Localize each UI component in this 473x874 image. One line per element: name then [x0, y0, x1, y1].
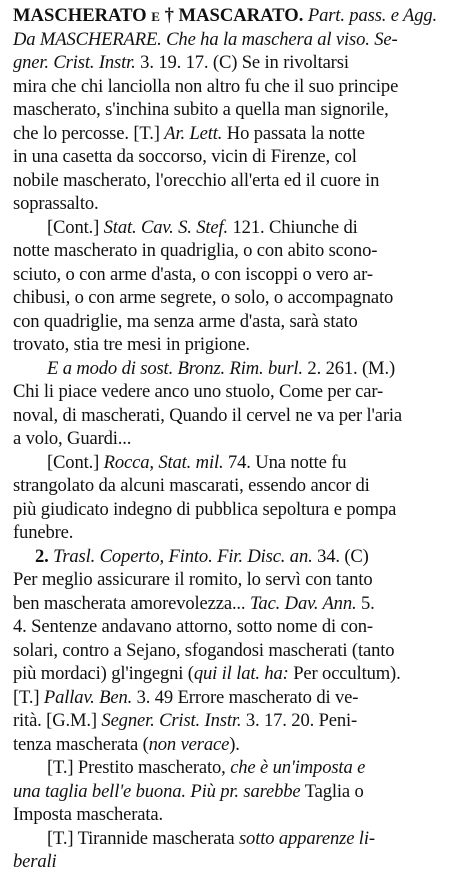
italic-run: Ar. Lett.	[164, 122, 223, 144]
text-line	[13, 286, 463, 310]
text-line	[13, 451, 463, 475]
text-line	[13, 310, 463, 334]
text-run: chibusi, o con arme segrete, o solo, o accompagnato	[13, 287, 394, 308]
text-run: ).	[229, 733, 240, 755]
text-run: [Cont.]	[47, 216, 104, 238]
text-run: Ho passata la notte	[222, 122, 365, 144]
text-line	[13, 545, 463, 569]
text-run: Per occultum).	[288, 663, 401, 684]
text-line	[13, 803, 463, 827]
text-line	[13, 216, 463, 240]
text-run: 4. Sentenze andavano attorno, sotto nome di con-	[13, 616, 373, 637]
text-line	[13, 28, 463, 52]
text-run: mira che chi lanciolla non altro fu che il suo principe	[13, 75, 399, 97]
text-run: a volo, Guardi...	[13, 428, 132, 449]
text-run: 121. Chiunche di	[228, 216, 358, 238]
text-line	[13, 780, 463, 804]
text-run: che lo percosse. [T.]	[13, 122, 165, 144]
text-line	[13, 4, 463, 28]
text-run: tenza mascherata (	[13, 733, 149, 755]
text-line	[13, 98, 463, 122]
italic-run: gner. Crist. Instr.	[13, 52, 136, 73]
text-run: 34. (C)	[312, 545, 369, 567]
text-line	[13, 686, 463, 710]
text-run: 3. 19. 17. (C) Se in rivoltarsi	[135, 52, 349, 73]
text-run: 3. 49 Errore mascherato di ve-	[132, 686, 359, 708]
text-run: Chi li piace vedere anco uno stuolo, Come per car-	[13, 381, 384, 402]
text-run: soprassalto.	[13, 193, 99, 214]
text-run: mascherato, s'inchina subito a quella man signorile,	[13, 99, 389, 120]
text-line	[13, 733, 463, 757]
italic-run: Segner. Crist. Instr.	[101, 710, 242, 731]
text-run: rità. [G.M.]	[13, 710, 102, 731]
text-run: [Cont.]	[47, 451, 104, 473]
text-run: più giudicato indegno di pubblica sepoltura e pompa	[13, 498, 397, 520]
text-line	[13, 850, 463, 874]
text-run: notte mascherato in quadriglia, o con abito scono-	[13, 240, 378, 261]
text-line	[13, 333, 463, 357]
text-run: Imposta mascherata.	[13, 804, 163, 825]
text-run: ben mascherata amorevolezza...	[13, 592, 250, 614]
text-run: noval, di mascherati, Quando il cervel ne va per l'aria	[13, 404, 403, 426]
text-run: strangolato da alcuni mascarati, essendo ancor di	[13, 475, 370, 496]
text-run: [T.] Prestito mascherato,	[47, 757, 231, 778]
text-run: 5.	[356, 592, 375, 614]
dictionary-entry-mascherato	[13, 4, 463, 874]
text-line	[13, 75, 463, 99]
text-run: sciuto, o con arme d'asta, o con iscoppi o vero ar-	[13, 263, 373, 285]
italic-run: Rocca, Stat. mil.	[103, 451, 224, 473]
text-line	[13, 263, 463, 287]
italic-run: E a modo di sost. Bronz. Rim. burl.	[47, 357, 303, 379]
italic-run: Trasl. Coperto, Finto. Fir. Disc. an.	[53, 545, 313, 567]
text-line	[13, 145, 463, 169]
text-line	[13, 756, 463, 780]
text-line	[13, 357, 463, 381]
text-run: 2. 261. (M.)	[302, 357, 395, 379]
text-line	[13, 827, 463, 851]
italic-run: una taglia bell'e buona. Più pr. sarebbe	[13, 780, 301, 802]
text-line	[13, 427, 463, 451]
italic-run: Stat. Cav. S. Stef.	[103, 216, 229, 238]
text-run: in una casetta da soccorso, vicin di Firenze, col	[13, 146, 357, 167]
text-line	[13, 192, 463, 216]
text-line	[13, 239, 463, 263]
text-line	[13, 592, 463, 616]
text-run: nobile mascherato, l'orecchio all'erta ed il cuore in	[13, 169, 380, 191]
text-line	[13, 498, 463, 522]
text-line	[13, 474, 463, 498]
text-run: solari, contro a Sejano, sfogandosi mascherati (tanto	[13, 639, 395, 661]
italic-run: Da MASCHERARE. Che ha la maschera al viso. Se-	[13, 28, 398, 50]
text-line	[13, 122, 463, 146]
text-run: Per meglio assicurare il romito, lo servì con tanto	[13, 569, 373, 590]
text-line	[13, 615, 463, 639]
text-run: 74. Una notte fu	[223, 451, 347, 473]
text-run: più mordaci) gl'ingegni (	[13, 663, 194, 684]
italic-run: Part. pass. e Agg.	[303, 5, 438, 26]
text-line	[13, 51, 463, 75]
text-line	[13, 169, 463, 193]
italic-run: berali	[13, 851, 57, 872]
text-line	[13, 709, 463, 733]
text-run: 3. 17. 20. Peni-	[241, 710, 358, 731]
text-run: [T.]	[13, 686, 44, 708]
italic-run: che è un'imposta e	[230, 757, 366, 778]
italic-run: non verace	[148, 733, 230, 755]
text-line	[13, 404, 463, 428]
italic-run: sotto apparenze li-	[238, 827, 375, 849]
text-line	[13, 662, 463, 686]
text-run: trovato, stia tre mesi in prigione.	[13, 334, 250, 355]
text-run: 2.	[35, 545, 54, 567]
headword: MASCHERATO e † MASCARATO.	[13, 5, 304, 26]
text-line	[13, 568, 463, 592]
italic-run: Pallav. Ben.	[43, 686, 133, 708]
text-line	[13, 521, 463, 545]
text-line	[13, 639, 463, 663]
text-run: [T.] Tirannide mascherata	[47, 827, 239, 849]
text-line	[13, 380, 463, 404]
italic-run: Tac. Dav. Ann.	[249, 592, 357, 614]
text-run: funebre.	[13, 522, 74, 543]
italic-run: qui il lat. ha:	[193, 663, 289, 684]
text-run: con quadriglie, ma senza arme d'asta, sarà stato	[13, 310, 358, 332]
text-run: Taglia o	[300, 780, 364, 802]
